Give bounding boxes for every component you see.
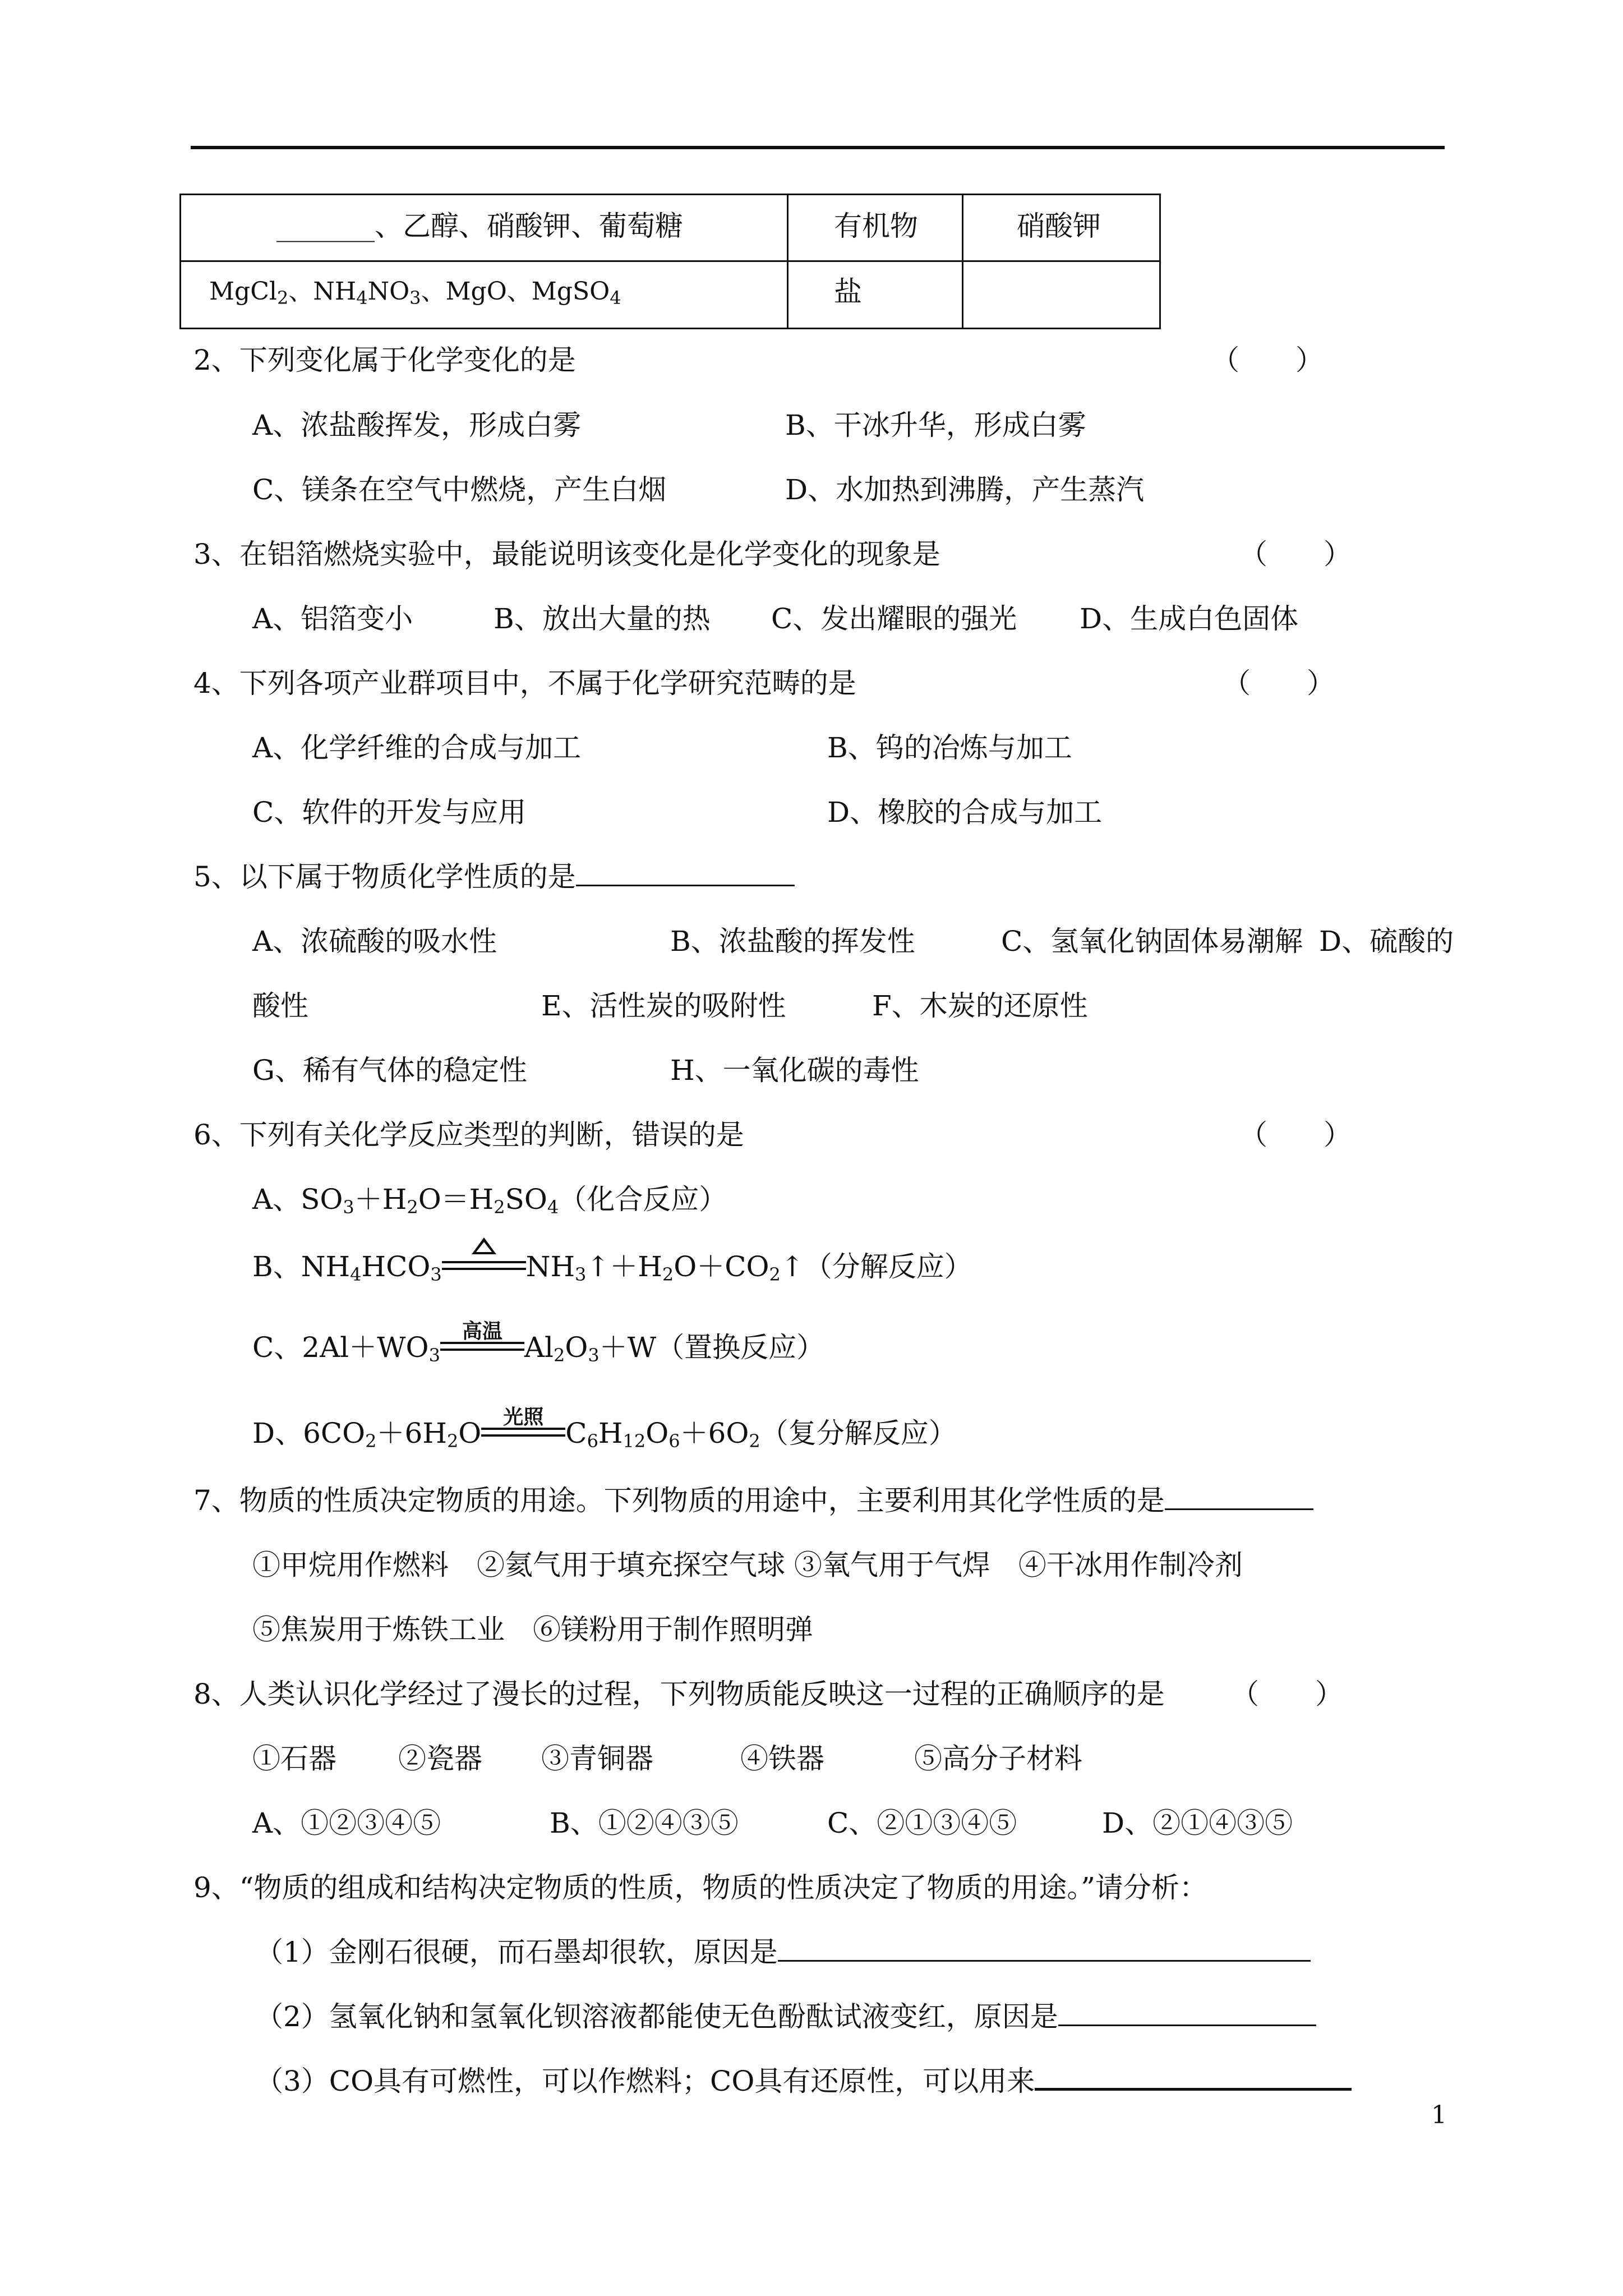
q6-option-c: C、$2Al+WO_3$ 高温 $Al_2O_3+W$（置换反应）	[252, 1331, 824, 1364]
light-condition-arrow	[481, 1406, 565, 1447]
q5-option-a: A、浓硫酸的吸水性	[252, 925, 497, 958]
q5-stem: 5、以下属于物质化学性质的是	[193, 860, 795, 894]
condition-label-light: 光照	[503, 1406, 544, 1429]
q4-option-b: B、钨的冶炼与加工	[827, 731, 1072, 764]
q8-item-5: ⑤高分子材料	[914, 1742, 1082, 1775]
q9-stem: 9、“物质的组成和结构决定物质的性质，物质的性质决定了物质的用途。”请分析：	[193, 1871, 1207, 1904]
q4-option-a: A、化学纤维的合成与加工	[252, 731, 582, 764]
high-temp-condition-arrow	[440, 1320, 524, 1361]
condition-label-high-temp: 高温	[462, 1320, 502, 1343]
q8-stem: 8、人类认识化学经过了漫长的过程，下列物质能反映这一过程的正确顺序的是	[193, 1678, 1165, 1710]
q7-items-line2: ⑤焦炭用于炼铁工业 ⑥镁粉用于制作照明弹	[252, 1613, 813, 1646]
table-cell-r1c1: _______、乙醇、硝酸钾、葡萄糖	[276, 210, 683, 242]
q3-option-b: B、放出大量的热	[494, 602, 711, 635]
q9-sub-2-blank[interactable]	[1058, 2001, 1316, 2026]
q5-option-g: G、稀有气体的稳定性	[252, 1054, 527, 1087]
q9-sub-1-blank[interactable]	[778, 1936, 1311, 1962]
q2-answer-paren: （ ）	[1211, 344, 1324, 376]
q5-answer-blank[interactable]	[576, 861, 795, 886]
q3-option-a: A、铝箔变小	[252, 602, 413, 635]
q3-stem: 3、在铝箔燃烧实验中，最能说明该变化是化学变化的现象是	[193, 538, 940, 570]
q8-option-d: D、②①④③⑤	[1102, 1807, 1293, 1839]
heat-condition-arrow	[442, 1258, 526, 1280]
q7-items-line1: ①甲烷用作燃料 ②氦气用于填充探空气球 ③氧气用于气焊 ④干冰用作制冷剂	[252, 1549, 1243, 1581]
q8-item-1: ①石器	[252, 1742, 336, 1775]
q2-option-d: D、水加热到沸腾，产生蒸汽	[785, 473, 1145, 506]
q3-answer-paren: （ ）	[1239, 538, 1352, 570]
q2-option-c: C、镁条在空气中燃烧，产生白烟	[252, 473, 667, 506]
q4-option-d: D、橡胶的合成与加工	[827, 796, 1103, 829]
q5-option-e: E、活性炭的吸附性	[541, 990, 786, 1022]
q8-answer-paren: （ ）	[1231, 1678, 1343, 1710]
classification-table	[179, 194, 1161, 329]
table-cell-r1c2: 有机物	[834, 210, 918, 242]
q2-option-a: A、浓盐酸挥发，形成白雾	[252, 409, 582, 441]
table-row-divider	[181, 260, 1159, 262]
q8-item-2: ②瓷器	[398, 1742, 482, 1775]
q5-option-h: H、一氧化碳的毒性	[670, 1054, 919, 1087]
q2-option-b: B、干冰升华，形成白雾	[785, 409, 1086, 441]
q6-option-a: A、$SO_3+H_2O=H_2SO_4$（化合反应）	[252, 1183, 727, 1218]
table-cell-r2c1: MgCl$_2$、$NH_4NO_3$、MgO、MgSO$_4$	[209, 277, 621, 309]
q9-sub-3-blank[interactable]	[1035, 2064, 1352, 2091]
q8-option-c: C、②①③④⑤	[827, 1807, 1017, 1839]
q5-option-f: F、木炭的还原性	[872, 990, 1088, 1022]
heat-delta-icon	[472, 1237, 496, 1254]
q6-option-d: D、$6CO_2+6H_2O$ 光照 $C_6H_{12}O_6+6O_2$（复分解反应）	[252, 1416, 957, 1450]
q8-option-b: B、①②④③⑤	[550, 1807, 739, 1839]
q9-sub-2: （2）氢氧化钠和氢氧化钡溶液都能使无色酚酞试液变红，原因是	[255, 2000, 1316, 2033]
q8-item-4: ④铁器	[740, 1742, 824, 1775]
q4-option-c: C、软件的开发与应用	[252, 796, 527, 829]
q5-option-c: C、氢氧化钠固体易潮解	[1001, 925, 1303, 958]
q7-stem: 7、物质的性质决定物质的用途。下列物质的用途中，主要利用其化学性质的是	[193, 1484, 1313, 1517]
q5-option-d: D、硫酸的	[1319, 925, 1454, 958]
q5-option-b: B、浓盐酸的挥发性	[670, 925, 915, 958]
q3-option-c: C、发出耀眼的强光	[771, 602, 1017, 635]
q6-stem: 6、下列有关化学反应类型的判断，错误的是	[193, 1119, 744, 1151]
q6-option-b: B、$NH_4HCO_3$ $NH_3↑+H_2O+CO_2↑$（分解反应）	[252, 1250, 972, 1283]
q2-stem: 2、下列变化属于化学变化的是	[193, 344, 576, 376]
q4-stem: 4、下列各项产业群项目中，不属于化学研究范畴的是	[193, 667, 856, 700]
q6-answer-paren: （ ）	[1239, 1119, 1352, 1151]
q9-sub-1: （1）金刚石很硬，而石墨却很软，原因是	[255, 1935, 1311, 1969]
q8-option-a: A、①②③④⑤	[252, 1807, 441, 1839]
table-col-divider	[787, 195, 789, 328]
q8-item-3: ③青铜器	[541, 1742, 653, 1775]
q9-sub-3: （3）CO具有可燃性，可以作燃料；CO具有还原性，可以用来	[255, 2064, 1352, 2098]
table-cell-r1c3: 硝酸钾	[1017, 210, 1101, 242]
q3-option-d: D、生成白色固体	[1080, 602, 1299, 635]
q5-option-d-cont: 酸性	[252, 990, 308, 1022]
page-number: 1	[1431, 2101, 1447, 2129]
table-cell-r2c2: 盐	[834, 275, 862, 308]
q7-answer-blank[interactable]	[1165, 1485, 1313, 1510]
q4-answer-paren: （ ）	[1223, 667, 1335, 700]
header-rule	[191, 146, 1445, 149]
table-col-divider	[962, 195, 963, 328]
